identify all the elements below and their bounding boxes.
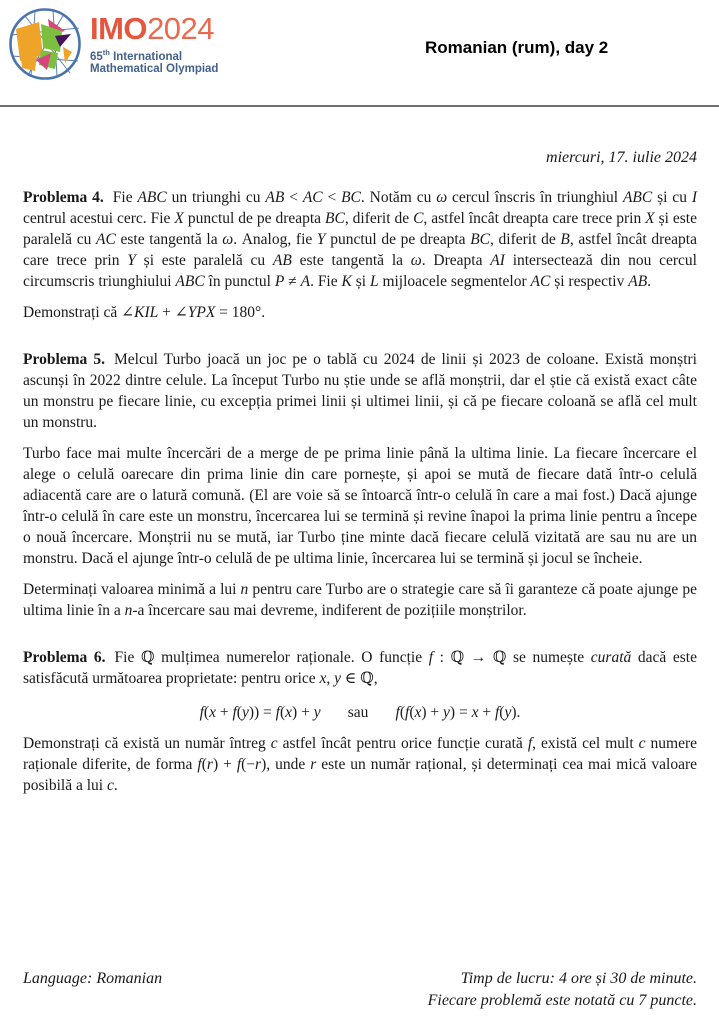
document-body <box>0 107 719 968</box>
page-header <box>0 0 719 107</box>
problem-5 <box>23 349 697 621</box>
problem-6-label: Problema 6. <box>23 649 106 666</box>
imo-logo <box>8 7 218 81</box>
imo-subtitle-line2: Mathematical Olympiad <box>90 63 219 76</box>
problem-4-claim: Demonstrați că ∠KIL + ∠YPX = 180°. <box>23 304 266 321</box>
problem-6-statement: Problema 6. Fie ℚ mulțimea numerelor raționale. O funcție f : ℚ → ℚ se numește curată dacă este satisfăcută următoarea proprietate: pentru orice x, y ∈ ℚ, <box>23 649 697 687</box>
problem-6-equation: f(x + f(y)) = f(x) + y sau f(f(x) + y) = x + f(y). <box>199 704 521 721</box>
problem-5-label: Problema 5. <box>23 351 105 368</box>
footer-language: Language: Romanian <box>23 970 163 987</box>
imo-wordmark <box>90 11 218 46</box>
imo-wordmark-year: 2024 <box>147 11 215 46</box>
problem-5-paragraph-3: Determinați valoarea minimă a lui n pentru care Turbo are o strategie care să îi garanteze că poate ajunge pe ultima linie în a n-a încercare sau mai devreme, indiferent de pozițiile monștrilor. <box>23 581 697 619</box>
imo-globe-icon <box>8 7 82 81</box>
date-line: miercuri, 17. iulie 2024 <box>546 149 697 166</box>
problem-4-label: Problema 4. <box>23 189 104 206</box>
page-footer <box>0 968 719 1024</box>
imo-wordmark-imo: IMO <box>90 11 148 46</box>
problem-5-statement: Problema 5. Melcul Turbo joacă un joc pe o tablă cu 2024 de linii și 2023 de coloane. Există monștri ascunși în 2022 dintre celule. La început Turbo nu știe unde se află monștrii, dar el știe că există exact câte un monstru pe fiecare linie, cu excepția primei linii și ultimei linii, și că pe fiecare coloană se află cel mult un monstru. <box>23 351 697 431</box>
imo-logo-text <box>90 7 218 76</box>
problem-4-statement: Problema 4. Fie ABC un triunghi cu AB < AC < BC. Notăm cu ω cercul înscris în triunghiul ABC și cu I centrul acestui cerc. Fie X punctul de pe dreapta BC, diferit de C, astfel încât dreapta care trece prin X și este paralelă cu AC este tangentă la ω. Analog, fie Y punctul de pe dreapta BC, diferit de B, astfel încât dreapta care trece prin Y și este paralelă cu AB este tangentă la ω. Dreapta AI intersectează din nou cercul circumscris triunghiului ABC în punctul P ≠ A. Fie K și L mijloacele segmentelor AC și respectiv AB. <box>23 189 697 290</box>
footer-rules <box>428 968 697 1012</box>
footer-time-limit: Timp de lucru: 4 ore și 30 de minute. <box>460 970 697 987</box>
problem-6 <box>23 647 697 796</box>
footer-points: Fiecare problemă este notată cu 7 puncte. <box>427 992 697 1009</box>
problem-6-paragraph-3: Demonstrați că există un număr întreg c astfel încât pentru orice funcție curată f, există cel mult c numere raționale diferite, de forma f(r) + f(−r), unde r este un număr rațional, și determinați cea mai mică valoare posibilă a lui c. <box>23 735 698 794</box>
language-day-title: Romanian (rum), day 2 <box>425 38 609 57</box>
imo-subtitle <box>90 47 218 76</box>
problem-5-paragraph-2: Turbo face mai multe încercări de a merge de pe prima linie până la ultima linie. La fiecare încercare el alege o celulă oarecare din prima linie din care pornește, și apoi se mută de fiecare dată într-o celulă adiacentă care are o latură comună. (El are voie să se întoarcă într-o celulă în care a mai fost.) Dacă ajunge într-o celulă în care este un monstru, încercarea lui se termină și revine înapoi la prima linie pentru a începe o nouă încercare. Monștrii nu se mută, iar Turbo ține minte dacă fiecare celulă vizitată are sau nu are un monstru. Dacă el ajunge într-o celulă de pe ultima linie, încercarea lui se termină și jocul se încheie. <box>23 445 697 567</box>
problem-4 <box>23 187 697 323</box>
imo-subtitle-line1: 65th International <box>90 48 183 63</box>
